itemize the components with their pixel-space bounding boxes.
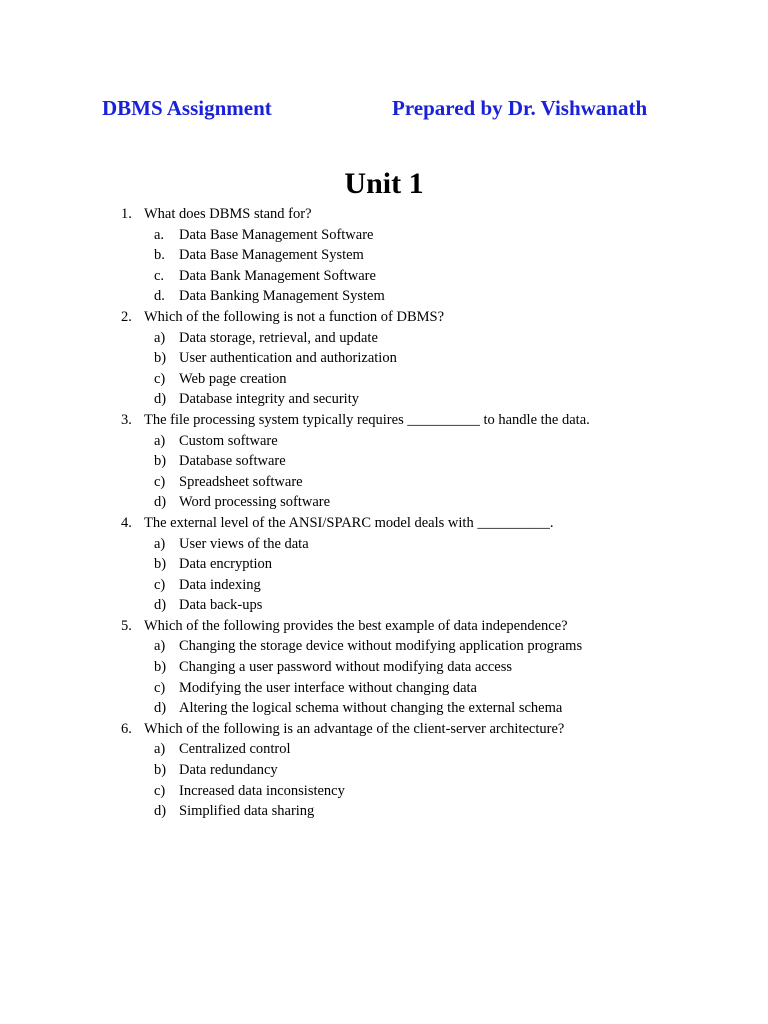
answer-option bbox=[0, 698, 768, 719]
question-list bbox=[0, 204, 768, 822]
option-marker: b) bbox=[154, 453, 167, 470]
option-marker: b) bbox=[154, 350, 167, 367]
option-marker: a) bbox=[154, 535, 166, 552]
answer-option bbox=[0, 225, 768, 246]
option-marker: c) bbox=[154, 473, 166, 490]
option-marker: c) bbox=[154, 576, 166, 593]
answer-option bbox=[0, 781, 768, 802]
option-text: Modifying the user interface without changing data bbox=[179, 679, 477, 696]
question-text: Which of the following provides the best example of data independence? bbox=[144, 617, 568, 634]
option-text: Data Base Management System bbox=[179, 247, 364, 264]
option-text: Data storage, retrieval, and update bbox=[179, 329, 378, 346]
answer-option bbox=[0, 286, 768, 307]
answer-option bbox=[0, 492, 768, 513]
author-credit: Prepared by Dr. Vishwanath bbox=[392, 96, 648, 120]
option-text: Changing a user password without modifying data access bbox=[179, 659, 513, 676]
answer-option bbox=[0, 534, 768, 555]
answer-option bbox=[0, 431, 768, 452]
option-marker: d) bbox=[154, 803, 167, 820]
answer-option bbox=[0, 678, 768, 699]
option-marker: b) bbox=[154, 556, 167, 573]
question-item bbox=[0, 719, 768, 740]
option-text: Web page creation bbox=[179, 370, 287, 387]
option-text: Centralized control bbox=[179, 741, 291, 758]
option-marker: d. bbox=[154, 288, 165, 305]
assignment-title: DBMS Assignment bbox=[102, 96, 272, 120]
answer-option bbox=[0, 554, 768, 575]
answer-option bbox=[0, 389, 768, 410]
question-item bbox=[0, 410, 768, 431]
option-marker: c) bbox=[154, 679, 166, 696]
option-marker: b) bbox=[154, 659, 167, 676]
option-text: User views of the data bbox=[179, 535, 309, 552]
option-text: Spreadsheet software bbox=[179, 473, 303, 490]
option-marker: a) bbox=[154, 432, 166, 449]
option-text: Data encryption bbox=[179, 556, 273, 573]
question-item bbox=[0, 307, 768, 328]
answer-option bbox=[0, 595, 768, 616]
answer-option bbox=[0, 266, 768, 287]
option-marker: c. bbox=[154, 267, 165, 284]
option-marker: b) bbox=[154, 762, 167, 779]
option-marker: a) bbox=[154, 638, 166, 655]
option-text: Data redundancy bbox=[179, 762, 278, 779]
answer-option bbox=[0, 575, 768, 596]
question-text: Which of the following is not a function of DBMS? bbox=[144, 308, 445, 325]
question-text: The external level of the ANSI/SPARC model deals with __________. bbox=[144, 514, 554, 531]
option-text: Data Bank Management Software bbox=[179, 267, 376, 284]
question-item bbox=[0, 204, 768, 225]
option-marker: a) bbox=[154, 329, 166, 346]
answer-option bbox=[0, 245, 768, 266]
option-text: Changing the storage device without modifying application programs bbox=[179, 638, 583, 655]
question-number: 5. bbox=[121, 617, 132, 634]
option-text: Database integrity and security bbox=[179, 391, 359, 408]
question-number: 4. bbox=[121, 514, 132, 531]
answer-option bbox=[0, 657, 768, 678]
answer-option bbox=[0, 328, 768, 349]
option-marker: a. bbox=[154, 226, 165, 243]
unit-heading: Unit 1 bbox=[344, 167, 424, 200]
answer-option bbox=[0, 348, 768, 369]
option-marker: d) bbox=[154, 391, 167, 408]
question-item bbox=[0, 513, 768, 534]
question-number: 3. bbox=[121, 411, 132, 428]
question-text: Which of the following is an advantage of the client-server architecture? bbox=[144, 720, 565, 737]
option-text: Increased data inconsistency bbox=[179, 782, 345, 799]
option-marker: c) bbox=[154, 370, 166, 387]
answer-option bbox=[0, 636, 768, 657]
option-text: Data back-ups bbox=[179, 597, 263, 614]
option-text: Data Base Management Software bbox=[179, 226, 374, 243]
option-text: Custom software bbox=[179, 432, 278, 449]
option-marker: c) bbox=[154, 782, 166, 799]
answer-option bbox=[0, 472, 768, 493]
answer-option bbox=[0, 451, 768, 472]
option-text: Altering the logical schema without changing the external schema bbox=[179, 700, 563, 717]
answer-option bbox=[0, 801, 768, 822]
option-marker: b. bbox=[154, 247, 165, 264]
answer-option bbox=[0, 760, 768, 781]
option-text: Data Banking Management System bbox=[179, 288, 385, 305]
option-text: Simplified data sharing bbox=[179, 803, 315, 820]
option-marker: d) bbox=[154, 700, 167, 717]
question-number: 1. bbox=[121, 206, 132, 222]
question-item bbox=[0, 616, 768, 637]
question-number: 6. bbox=[121, 720, 132, 737]
option-marker: d) bbox=[154, 597, 167, 614]
option-text: Database software bbox=[179, 453, 286, 470]
question-text: The file processing system typically requires __________ to handle the data. bbox=[144, 411, 590, 428]
answer-option bbox=[0, 369, 768, 390]
option-text: Word processing software bbox=[179, 494, 331, 511]
answer-option bbox=[0, 739, 768, 760]
question-text: What does DBMS stand for? bbox=[144, 206, 312, 222]
option-text: User authentication and authorization bbox=[179, 350, 397, 367]
question-number: 2. bbox=[121, 308, 132, 325]
option-marker: a) bbox=[154, 741, 166, 758]
option-text: Data indexing bbox=[179, 576, 261, 593]
option-marker: d) bbox=[154, 494, 167, 511]
